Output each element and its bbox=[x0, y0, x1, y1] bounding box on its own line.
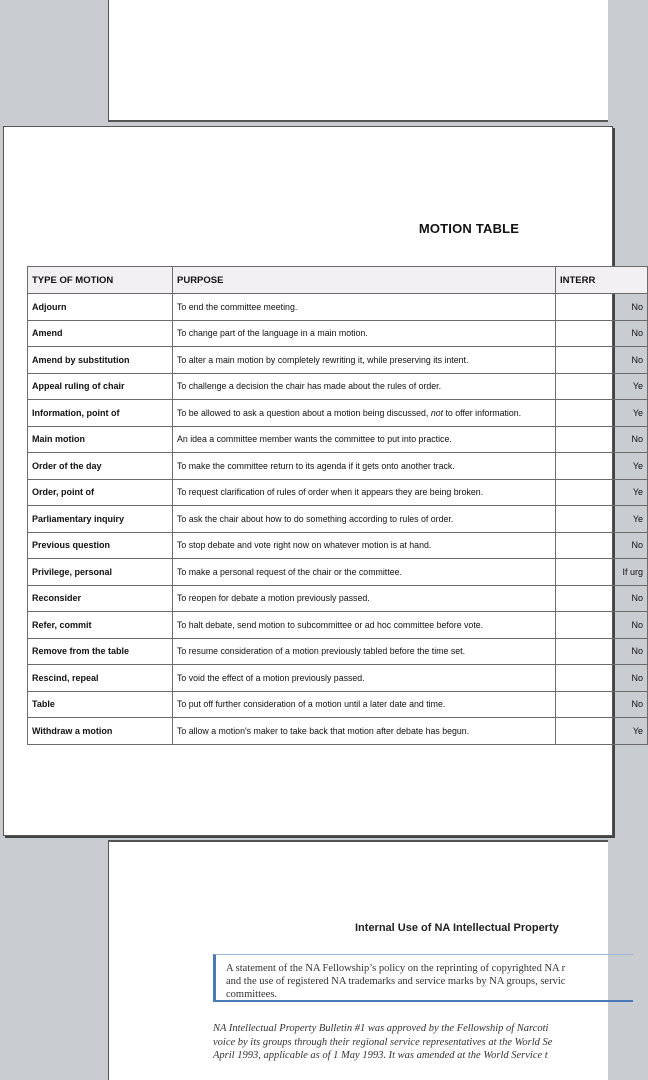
table-row bbox=[28, 400, 648, 427]
table-row bbox=[28, 479, 648, 506]
table-header-row bbox=[28, 267, 648, 294]
motion-table-page bbox=[3, 126, 643, 836]
purpose-header: PURPOSE bbox=[173, 267, 556, 294]
motion-purpose: To change part of the language in a main motion. bbox=[173, 320, 556, 347]
motion-purpose: To make the committee return to its agenda if it gets onto another track. bbox=[173, 453, 556, 480]
body-line: NA Intellectual Property Bulletin #1 was approved by the Fellowship of Narcoti bbox=[213, 1023, 549, 1034]
motion-type: Amend by substitution bbox=[28, 347, 173, 374]
motion-interrupt: Ye bbox=[556, 479, 648, 506]
motion-interrupt: Ye bbox=[556, 506, 648, 533]
motion-interrupt: No bbox=[556, 347, 648, 374]
type-of-motion-header: TYPE OF MOTION bbox=[28, 267, 173, 294]
motion-interrupt: If urg bbox=[556, 559, 648, 586]
motion-type: Previous question bbox=[28, 532, 173, 559]
motion-purpose: To make a personal request of the chair or the committee. bbox=[173, 559, 556, 586]
motion-interrupt: No bbox=[556, 532, 648, 559]
motion-type: Adjourn bbox=[28, 294, 173, 321]
table-row bbox=[28, 320, 648, 347]
interrupt-header: INTERR bbox=[556, 267, 648, 294]
motion-interrupt: No bbox=[556, 294, 648, 321]
motion-purpose: To end the committee meeting. bbox=[173, 294, 556, 321]
table-row bbox=[28, 453, 648, 480]
table-row bbox=[28, 638, 648, 665]
motion-interrupt: No bbox=[556, 691, 648, 718]
motion-type: Table bbox=[28, 691, 173, 718]
table-row bbox=[28, 426, 648, 453]
motion-type: Rescind, repeal bbox=[28, 665, 173, 692]
purpose-text: to offer information. bbox=[443, 407, 522, 418]
table-row bbox=[28, 612, 648, 639]
motion-type: Amend bbox=[28, 320, 173, 347]
callout-line: and the use of registered NA trademarks and service marks by NA groups, servic bbox=[226, 976, 566, 987]
motion-type: Parliamentary inquiry bbox=[28, 506, 173, 533]
motion-type: Remove from the table bbox=[28, 638, 173, 665]
callout-line: committees. bbox=[226, 989, 278, 1000]
motion-interrupt: No bbox=[556, 320, 648, 347]
body-line: April 1993, applicable as of 1 May 1993. It was amended at the World Service t bbox=[213, 1050, 548, 1061]
motion-purpose: To halt debate, send motion to subcommittee or ad hoc committee before vote. bbox=[173, 612, 556, 639]
motion-interrupt: No bbox=[556, 426, 648, 453]
motion-purpose: To request clarification of rules of order when it appears they are being broken. bbox=[173, 479, 556, 506]
motion-type: Order, point of bbox=[28, 479, 173, 506]
motion-interrupt: No bbox=[556, 585, 648, 612]
ip-page-title: Internal Use of NA Intellectual Property bbox=[355, 922, 559, 934]
motion-purpose: To allow a motion's maker to take back that motion after debate has begun. bbox=[173, 718, 556, 745]
previous-page bbox=[108, 0, 608, 122]
motion-type: Refer, commit bbox=[28, 612, 173, 639]
ip-body-paragraph bbox=[213, 1022, 633, 1063]
motion-purpose: To ask the chair about how to do something according to rules of order. bbox=[173, 506, 556, 533]
purpose-text: To be allowed to ask a question about a motion being discussed, bbox=[177, 407, 431, 418]
motion-table bbox=[27, 266, 648, 745]
motion-interrupt: Ye bbox=[556, 373, 648, 400]
motion-purpose: To challenge a decision the chair has made about the rules of order. bbox=[173, 373, 556, 400]
table-row bbox=[28, 665, 648, 692]
motion-purpose: To alter a main motion by completely rewriting it, while preserving its intent. bbox=[173, 347, 556, 374]
motion-type: Reconsider bbox=[28, 585, 173, 612]
table-row bbox=[28, 559, 648, 586]
motion-purpose: To resume consideration of a motion previously tabled before the time set. bbox=[173, 638, 556, 665]
table-row bbox=[28, 294, 648, 321]
motion-type: Privilege, personal bbox=[28, 559, 173, 586]
table-row bbox=[28, 532, 648, 559]
motion-purpose: To put off further consideration of a motion until a later date and time. bbox=[173, 691, 556, 718]
motion-type: Order of the day bbox=[28, 453, 173, 480]
table-row bbox=[28, 373, 648, 400]
motion-interrupt: Ye bbox=[556, 400, 648, 427]
motion-type: Appeal ruling of chair bbox=[28, 373, 173, 400]
motion-purpose: An idea a committee member wants the committee to put into practice. bbox=[173, 426, 556, 453]
motion-interrupt: No bbox=[556, 638, 648, 665]
motion-type: Information, point of bbox=[28, 400, 173, 427]
motion-type: Main motion bbox=[28, 426, 173, 453]
body-line: voice by its groups through their regional service representatives at the World Se bbox=[213, 1036, 553, 1048]
intellectual-property-page bbox=[108, 840, 608, 1080]
motion-interrupt: Ye bbox=[556, 718, 648, 745]
table-row bbox=[28, 585, 648, 612]
motion-purpose: To reopen for debate a motion previously passed. bbox=[173, 585, 556, 612]
motion-type: Withdraw a motion bbox=[28, 718, 173, 745]
callout-line: A statement of the NA Fellowship’s policy on the reprinting of copyrighted NA r bbox=[226, 963, 566, 974]
motion-table-title: MOTION TABLE bbox=[418, 221, 520, 236]
policy-callout-box bbox=[213, 954, 633, 1002]
motion-purpose: To void the effect of a motion previously passed. bbox=[173, 665, 556, 692]
motion-interrupt: No bbox=[556, 612, 648, 639]
motion-purpose bbox=[173, 400, 556, 427]
purpose-emphasis: not bbox=[430, 407, 444, 418]
table-row bbox=[28, 718, 648, 745]
motion-interrupt: Ye bbox=[556, 453, 648, 480]
motion-purpose: To stop debate and vote right now on whatever motion is at hand. bbox=[173, 532, 556, 559]
table-row bbox=[28, 347, 648, 374]
motion-interrupt: No bbox=[556, 665, 648, 692]
table-row bbox=[28, 506, 648, 533]
table-row bbox=[28, 691, 648, 718]
